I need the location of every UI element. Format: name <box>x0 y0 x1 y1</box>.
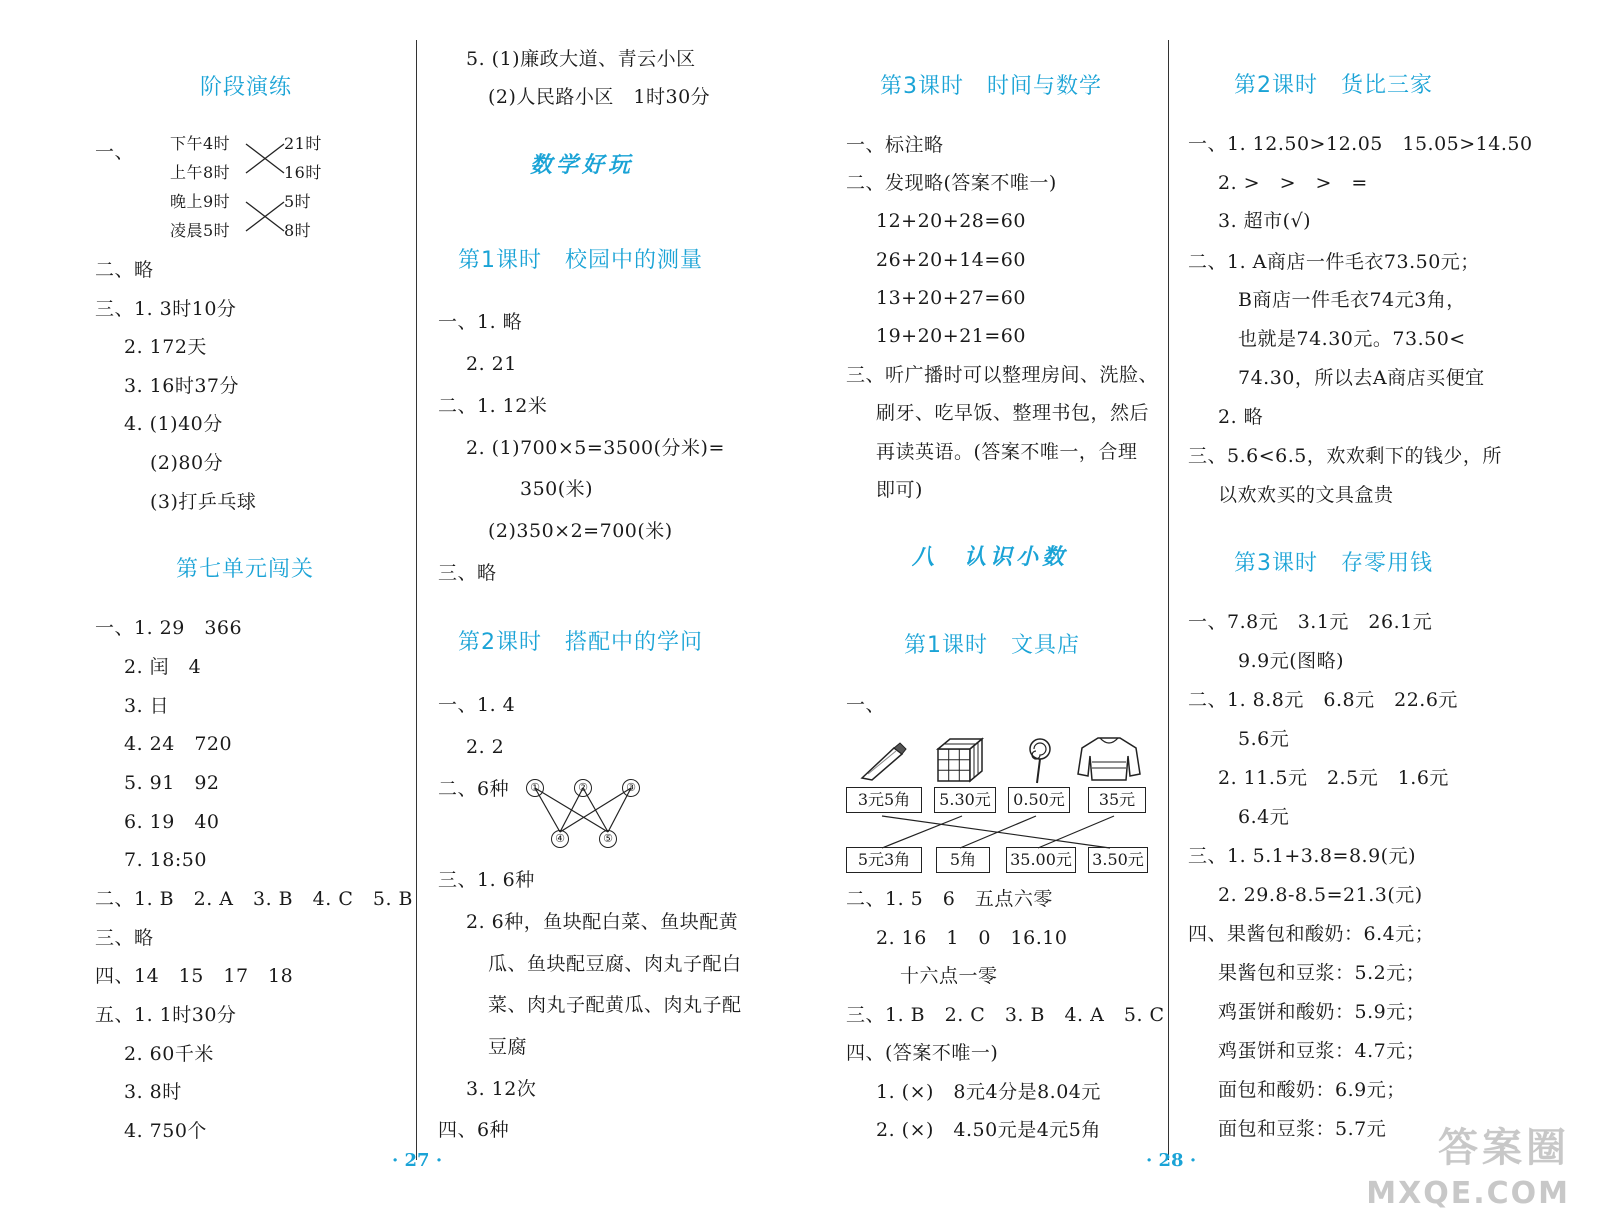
page-number-right: · 28 · <box>1146 1150 1197 1171</box>
section-heading-decimals: 八 认识小数 <box>912 545 1069 570</box>
price-tag-bottom: 5角 <box>936 847 990 873</box>
match-right-item: 16时 <box>284 163 322 182</box>
answer-line: 四、14 15 17 18 <box>95 965 294 987</box>
answer-line: 一、标注略 <box>846 134 944 156</box>
section-heading-fun-math: 数学好玩 <box>530 153 635 178</box>
paint-tube-icon <box>858 740 908 782</box>
price-tag-top: 35元 <box>1088 787 1146 813</box>
column-4 <box>1172 0 1592 1221</box>
answer-line: (2)80分 <box>150 452 224 474</box>
column-1 <box>0 0 413 1221</box>
question-label: 一、 <box>846 694 886 716</box>
answer-line: 2. (×) 4.50元是4元5角 <box>876 1119 1101 1141</box>
answer-line: 果酱包和豆浆：5.2元； <box>1218 962 1426 984</box>
answer-line: 三、听广播时可以整理房间、洗脸、 <box>846 364 1159 386</box>
answer-line: 二、1. 5 6 五点六零 <box>846 888 1053 910</box>
answer-line: 12+20+28=60 <box>876 210 1026 232</box>
match-right-item: 5时 <box>284 192 312 211</box>
answer-line: 2. 略 <box>1218 406 1264 428</box>
section-heading-stationery: 第1课时 文具店 <box>904 633 1080 658</box>
answer-line: 面包和酸奶：6.9元； <box>1218 1079 1406 1101</box>
answer-line: 一、1. 29 366 <box>95 617 243 639</box>
answer-line: 9.9元(图略) <box>1238 650 1345 672</box>
section-heading-stage: 阶段演练 <box>200 75 293 100</box>
answer-line: 鸡蛋饼和豆浆：4.7元； <box>1218 1040 1426 1062</box>
section-heading-time-math: 第3课时 时间与数学 <box>880 74 1102 99</box>
answer-line: (2)人民路小区 1时30分 <box>488 86 711 108</box>
answer-line: 四、6种 <box>438 1119 510 1141</box>
question-label: 二、6种 <box>438 778 510 800</box>
answer-line: 再读英语。(答案不唯一，合理 <box>876 441 1138 463</box>
answer-line: 2. (1)700×5=3500(分米)= <box>466 437 725 459</box>
answer-line: (2)350×2=700(米) <box>488 520 673 542</box>
answer-line: 三、略 <box>438 562 497 584</box>
price-tag-bottom: 5元3角 <box>846 847 922 873</box>
answer-line: 2. > > > = <box>1218 172 1368 194</box>
page-number-left: · 27 · <box>392 1150 443 1171</box>
answer-line: 瓜、鱼块配豆腐、肉丸子配白 <box>488 953 742 975</box>
match-right-item: 21时 <box>284 134 322 153</box>
answer-line: 3. 超市(√) <box>1218 210 1312 232</box>
answer-line: 3. 12次 <box>466 1078 537 1100</box>
answer-line: 5.6元 <box>1238 728 1290 750</box>
answer-line: 三、1. 3时10分 <box>95 298 237 320</box>
price-tag-bottom: 3.50元 <box>1088 847 1148 873</box>
answer-line: 三、5.6<6.5，欢欢剩下的钱少，所 <box>1188 445 1502 467</box>
answer-line: 面包和豆浆：5.7元 <box>1218 1118 1387 1140</box>
match-left-item: 下午4时 <box>170 134 231 153</box>
answer-line: 5. (1)廉政大道、青云小区 <box>466 48 696 70</box>
section-heading-savings: 第3课时 存零用钱 <box>1234 551 1433 576</box>
combination-node: ④ <box>551 830 569 848</box>
answer-line: 2. 11.5元 2.5元 1.6元 <box>1218 767 1449 789</box>
answer-line: 2. 172天 <box>124 336 207 358</box>
answer-line: 二、1. A商店一件毛衣73.50元； <box>1188 251 1480 273</box>
column-3 <box>840 0 1170 1221</box>
answer-line: 5. 91 92 <box>124 772 220 794</box>
answer-line: 十六点一零 <box>900 965 998 987</box>
watermark-logo: 答案圈 <box>1438 1124 1570 1171</box>
answer-line: 2. 60千米 <box>124 1043 214 1065</box>
answer-line: 以欢欢买的文具盒贵 <box>1218 484 1394 506</box>
answer-line: 二、1. 12米 <box>438 395 548 417</box>
answer-line: 二、1. 8.8元 6.8元 22.6元 <box>1188 689 1458 711</box>
section-heading-measurement: 第1课时 校园中的测量 <box>458 248 703 273</box>
answer-line: B商店一件毛衣74元3角， <box>1238 289 1466 311</box>
column-divider <box>1168 40 1169 1160</box>
answer-line: 4. (1)40分 <box>124 413 223 435</box>
match-left-item: 晚上9时 <box>170 192 231 211</box>
answer-line: 3. 日 <box>124 695 170 717</box>
answer-line: 2. 闰 4 <box>124 656 202 678</box>
answer-line: 也就是74.30元。73.50< <box>1238 328 1466 350</box>
price-tag-top: 0.50元 <box>1008 787 1070 813</box>
answer-line: 3. 8时 <box>124 1081 182 1103</box>
answer-line: 2. 16 1 0 16.10 <box>876 927 1068 949</box>
answer-line: 二、略 <box>95 259 154 281</box>
price-tag-bottom: 35.00元 <box>1006 847 1076 873</box>
answer-line: (3)打乒乓球 <box>150 491 257 513</box>
price-tag-top: 3元5角 <box>846 787 922 813</box>
answer-line: 菜、肉丸子配黄瓜、肉丸子配 <box>488 994 742 1016</box>
answer-line: 五、1. 1时30分 <box>95 1004 237 1026</box>
combination-node: ② <box>574 779 592 797</box>
answer-line: 三、1. B 2. C 3. B 4. A 5. C <box>846 1004 1165 1026</box>
match-left-item: 凌晨5时 <box>170 221 231 240</box>
answer-line: 74.30，所以去A商店买便宜 <box>1238 367 1485 389</box>
combination-node: ① <box>526 779 544 797</box>
answer-line: 一、1. 略 <box>438 311 523 333</box>
answer-line: 鸡蛋饼和酸奶：5.9元； <box>1218 1001 1426 1023</box>
column-divider <box>416 40 417 1160</box>
combination-node: ⑤ <box>599 830 617 848</box>
answer-line: 刷牙、吃早饭、整理书包，然后 <box>876 402 1150 424</box>
answer-line: 6.4元 <box>1238 806 1290 828</box>
answer-line: 一、1. 4 <box>438 694 516 716</box>
answer-line: 13+20+27=60 <box>876 287 1026 309</box>
watermark-site: MXQE.COM <box>1366 1176 1570 1211</box>
answer-line: 350(米) <box>520 478 594 500</box>
answer-line: 三、1. 6种 <box>438 869 535 891</box>
section-heading-compare-shops: 第2课时 货比三家 <box>1234 73 1433 98</box>
answer-line: 即可) <box>876 479 923 501</box>
answer-line: 3. 16时37分 <box>124 375 240 397</box>
answer-line: 三、1. 5.1+3.8=8.9(元) <box>1188 845 1416 867</box>
answer-line: 2. 2 <box>466 736 505 758</box>
answer-line: 26+20+14=60 <box>876 249 1026 271</box>
answer-line: 豆腐 <box>488 1036 528 1058</box>
answer-line: 四、果酱包和酸奶：6.4元； <box>1188 923 1435 945</box>
match-left-item: 上午8时 <box>170 163 231 182</box>
answer-line: 二、1. B 2. A 3. B 4. C 5. B <box>95 888 413 910</box>
answer-line: 1. (×) 8元4分是8.04元 <box>876 1081 1101 1103</box>
answer-line: 19+20+21=60 <box>876 325 1026 347</box>
answer-line: 7. 18:50 <box>124 849 207 871</box>
price-matching-lines <box>840 814 1170 850</box>
section-heading-unit7: 第七单元闯关 <box>176 557 315 582</box>
price-tag-top: 5.30元 <box>934 787 996 813</box>
answer-line: 2. 29.8-8.5=21.3(元) <box>1218 884 1423 906</box>
answer-line: 4. 750个 <box>124 1120 207 1142</box>
matching-lines <box>244 135 288 245</box>
question-label: 一、 <box>95 141 135 163</box>
rubiks-cube-icon <box>934 735 986 785</box>
answer-line: 4. 24 720 <box>124 733 233 755</box>
answer-line: 三、略 <box>95 927 154 949</box>
column-2 <box>420 0 800 1221</box>
answer-line: 6. 19 40 <box>124 811 220 833</box>
answer-line: 二、发现略(答案不唯一) <box>846 172 1057 194</box>
answer-line: 一、7.8元 3.1元 26.1元 <box>1188 611 1433 633</box>
answer-line: 一、1. 12.50>12.05 15.05>14.50 <box>1188 133 1533 155</box>
answer-line: 2. 21 <box>466 353 517 375</box>
sweater-icon <box>1076 734 1142 784</box>
combination-node: ③ <box>622 779 640 797</box>
answer-line: 2. 6种，鱼块配白菜、鱼块配黄 <box>466 911 739 933</box>
lollipop-icon <box>1025 735 1055 785</box>
section-heading-combinations: 第2课时 搭配中的学问 <box>458 630 703 655</box>
match-right-item: 8时 <box>284 221 312 240</box>
answer-line: 四、(答案不唯一) <box>846 1042 999 1064</box>
